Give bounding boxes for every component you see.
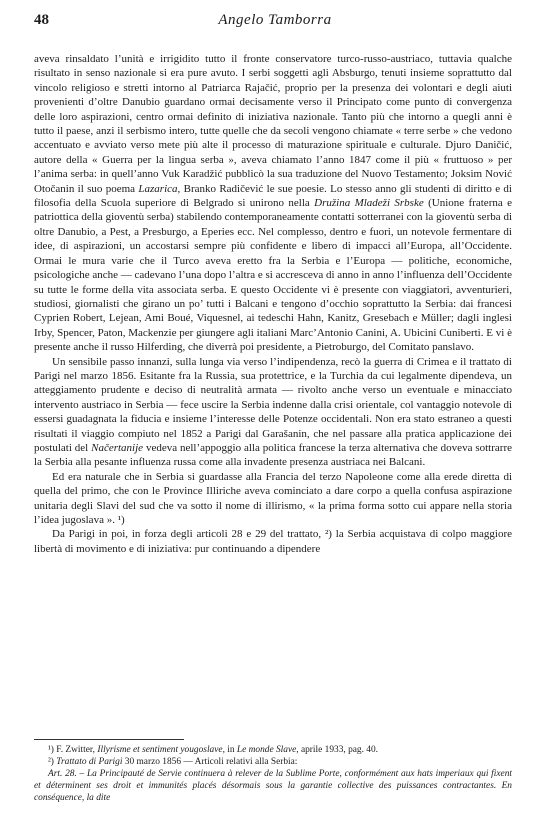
- text-run: Un sensibile passo innanzi, sulla lunga via verso l’indipendenza, recò la guerra di Crimea e il trattato di Parigi nel marzo 1856. Esitante fra la Russia, sua protettrice, e la Turchia da cui legalmente dipendeva, un atteggiamento prudente e deciso di neutralità armata — rivolto anche verso un eventuale e minacciato intervento austriaco in Serbia — fece uscire la Serbia indenne dalla crisi orientale, col vantaggio notevole di essersi guadagnata la fiducia e insieme l’interesse delle Potenze occidentali. Non era stato estraneo a questi risultati il viaggio compiuto nel 1852 a Parigi dal Garašanin, che nel passare alla pratica applicazione dei postulati del: [34, 355, 512, 454]
- italic-text-run: Družina Mladeži Srbske: [314, 197, 424, 210]
- text-run: , in: [222, 745, 237, 755]
- text-run: ²): [48, 757, 57, 767]
- italic-text-run: Illyrisme et sentiment yougoslave: [97, 745, 223, 755]
- italic-text-run: Art. 28. – La Principauté de Servie continuera à relever de la Sublime Porte, conformément aux hats imperiaux qui fixent et déterminent ses droit et immunités placés désormais sous la garantie collective des puissances contractantes. En conséquence, la dite: [34, 769, 512, 803]
- italic-text-run: Lazarica: [138, 182, 178, 195]
- text-run: 30 marzo 1856 — Articoli relativi alla Serbia:: [122, 757, 298, 767]
- running-title: Angelo Tamborra: [218, 12, 332, 28]
- italic-text-run: Le monde Slave: [236, 745, 297, 755]
- text-run: , aprile 1933, pag. 40.: [296, 745, 379, 755]
- text-run: (Unione fraterna e patriottica della gioventù serba) stabilendo contemporaneamente contatti sotterranei con la gioventù serba di oltre Danubio, a Pest, a Presburgo, a Eperies ecc. Nel complesso, dentro e fuori, un notevole fermentare di idee, di aspirazioni, un accostarsi sempre più confidente e libero di impacci all’Europa, all’Occidente. Ormai le mura varie che il Turco aveva eretto fra la Serbia e l’Europa — politiche, economiche, psicologiche anche — cadevano l’una dopo l’altra e si accresceva di anno in anno l’influenza dell’Occidente su tutte le forme della vita associata serba. E questo Occidente vi è presente con viaggiatori, avventurieri, studiosi, giornalisti che girano un po’ tutti i Balcani e tengono d’occhio soprattutto la Serbia: dai francesi Cyprien Robert, Lejean, Ami Boué, Viquesnel, ai tedeschi Hahn, Kanitz, Gresebach e Müller; dagli inglesi Irby, Spencer, Paton, Mackenzie per giungere agli italiani Marc’Antonio Canini, A. Ubicini Cuniberti. E vi è presente anche il russo Hilferding, che diverrà poi presidente, a Pietroburgo, del Comitato panslavo.: [34, 197, 512, 354]
- text-run: , Branko Radičević le sue poesie. Lo stesso anno gli studenti di diritto e di filosofia della Scuola superiore di Belgrado si unirono nella: [34, 182, 512, 210]
- footnote: [34, 756, 512, 768]
- paragraph: [34, 355, 512, 470]
- text-run: aveva rinsaldato l’unità e irrigidito tutto il fronte conservatore turco-russo-austriaco, tuttavia qualche risultato in senso nazionale si era pure avuto. I serbi soggetti agli Absburgo, tenuti insieme soprattutto dal vincolo religioso e stretti intorno al Patriarca Rajačić, proprio per la presenza dei volontari e degli aiuti provenienti d’oltre Danubio guardano ormai decisamente verso il Principato come punto di convergenza delle loro aspirazioni, centro ormai definito di iniziativa nazionale. Tanto più che intorno a quegli anni è tutto il paese, anzi il serbismo intero, tutte quelle che da secoli vengono chiamate « terre serbe » che vedono accentuato e avviato verso mete più alte il processo di maturazione spirituale e culturale. Djuro Daničić, autore della « Guerra per la lingua serba », aveva chiamato l’anno 1847 come il più « fruttuoso » per l’anima serba: in quell’anno Vuk Karadžić pubblicò la sua traduzione del Nuovo Testamento; Joksim Nović Otočanin il suo poema: [34, 53, 512, 195]
- paragraph: [34, 52, 512, 355]
- paragraph: [34, 527, 512, 556]
- page-number: 48: [34, 12, 49, 28]
- text-run: Ed era naturale che in Serbia si guardasse alla Francia del terzo Napoleone come alla erede diretta di quella del primo, che con le Province Illiriche aveva cominciato a dare corpo a quella confusa aspirazione unitaria degli Slavi del sud che va sotto il nome di illirismo, « la prima forma sotto cui appare nella storia l’idea jugoslava ». ¹): [34, 470, 512, 526]
- italic-text-run: Trattato di Parigi: [56, 757, 123, 767]
- paragraph: [34, 470, 512, 528]
- body-text: [34, 52, 512, 556]
- italic-text-run: Načertanije: [91, 441, 144, 454]
- text-run: ¹) F. Zwitter,: [48, 745, 98, 755]
- page-header: [34, 12, 516, 34]
- footnote-rule: [34, 739, 184, 740]
- text-run: Da Parigi in poi, in forza degli articoli 28 e 29 del trattato, ²) la Serbia acquistava di colpo maggiore libertà di movimento e di iniziativa: pur continuando a dipendere: [34, 528, 512, 555]
- footnote: [34, 768, 512, 804]
- text-run: vedeva nell’appoggio alla politica francese la terza alternativa che doveva sottrarre la Serbia alla pesante influenza russa come alla invadente presenza austriaca nei Balcani.: [34, 441, 512, 469]
- footnotes: [34, 744, 512, 804]
- footnote: [34, 744, 512, 756]
